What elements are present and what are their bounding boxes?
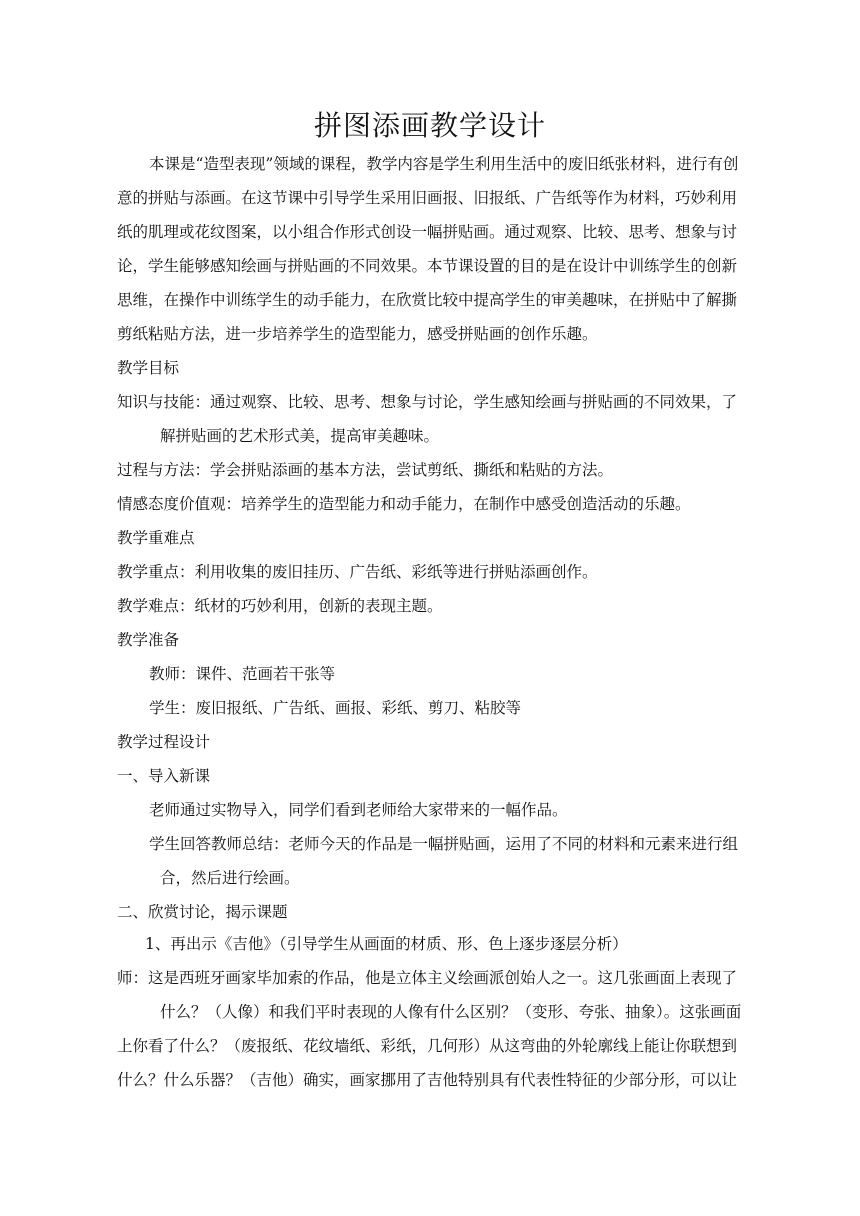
section-2-item-1: 1、再出示《吉他》（引导学生从画面的材质、形、色上逐步逐层分析） [145, 935, 628, 953]
teacher-line-2: 什么？（人像）和我们平时表现的人像有什么区别？（变形、夸张、抽象）。这张画面 [160, 1003, 742, 1021]
goal-emotion: 情感态度价值观：培养学生的造型能力和动手能力，在制作中感受创造活动的乐趣。 [117, 495, 691, 513]
prep-teacher: 教师：课件、范画若干张等 [149, 665, 336, 683]
goal-knowledge-line-1: 知识与技能：通过观察、比较、思考、想象与讨论，学生感知绘画与拼贴画的不同效果，了 [117, 393, 738, 411]
prep-student: 学生：废旧报纸、广告纸、画报、彩纸、剪刀、粘胶等 [149, 699, 522, 717]
process-heading: 教学过程设计 [117, 733, 211, 751]
intro-line-2: 意的拼贴与添画。在这节课中引导学生采用旧画报、旧报纸、广告纸等作为材料，巧妙利用 [117, 189, 738, 207]
intro-line-6: 剪纸粘贴方法，进一步培养学生的造型能力，感受拼贴画的创作乐趣。 [117, 325, 598, 343]
teacher-line-1: 师：这是西班牙画家毕加索的作品，他是立体主义绘画派创始人之一。这几张画面上表现了 [117, 969, 738, 987]
prep-heading: 教学准备 [117, 631, 180, 649]
section-1-paragraph-2-line-2: 合，然后进行绘画。 [160, 869, 300, 887]
goal-process: 过程与方法：学会拼贴添画的基本方法，尝试剪纸、撕纸和粘贴的方法。 [117, 461, 614, 479]
document-title: 拼图添画教学设计 [313, 109, 546, 142]
section-1-heading: 一、导入新课 [117, 767, 211, 785]
difficulty: 教学难点：纸材的巧妙利用，创新的表现主题。 [117, 597, 443, 615]
section-1-paragraph-2-line-1: 学生回答教师总结：老师今天的作品是一幅拼贴画，运用了不同的材料和元素来进行组 [149, 835, 739, 853]
section-2-heading: 二、欣赏讨论，揭示课题 [117, 903, 288, 921]
goal-knowledge-line-2: 解拼贴画的艺术形式美，提高审美趣味。 [160, 427, 440, 445]
intro-line-5: 思维，在操作中训练学生的动手能力，在欣赏比较中提高学生的审美趣味，在拼贴中了解撕 [117, 291, 738, 309]
keypoints-heading: 教学重难点 [117, 529, 195, 547]
intro-line-3: 纸的肌理或花纹图案，以小组合作形式创设一幅拼贴画。通过观察、比较、思考、想象与讨 [117, 223, 738, 241]
teacher-line-3: 上你看了什么？（废报纸、花纹墙纸、彩纸，几何形）从这弯曲的外轮廓线上能让你联想到 [117, 1037, 738, 1055]
goals-heading: 教学目标 [117, 359, 180, 377]
intro-line-1: 本课是“造型表现”领域的课程，教学内容是学生利用生活中的废旧纸张材料，进行有创 [149, 155, 739, 173]
teacher-line-4: 什么？什么乐器？（吉他）确实，画家挪用了吉他特别具有代表性特征的少部分形，可以让 [117, 1071, 738, 1089]
keypoint: 教学重点：利用收集的废旧挂历、广告纸、彩纸等进行拼贴添画创作。 [117, 563, 598, 581]
intro-line-4: 论，学生能够感知绘画与拼贴画的不同效果。本节课设置的目的是在设计中训练学生的创新 [117, 257, 738, 275]
section-1-paragraph-1: 老师通过实物导入，同学们看到老师给大家带来的一幅作品。 [149, 801, 568, 819]
